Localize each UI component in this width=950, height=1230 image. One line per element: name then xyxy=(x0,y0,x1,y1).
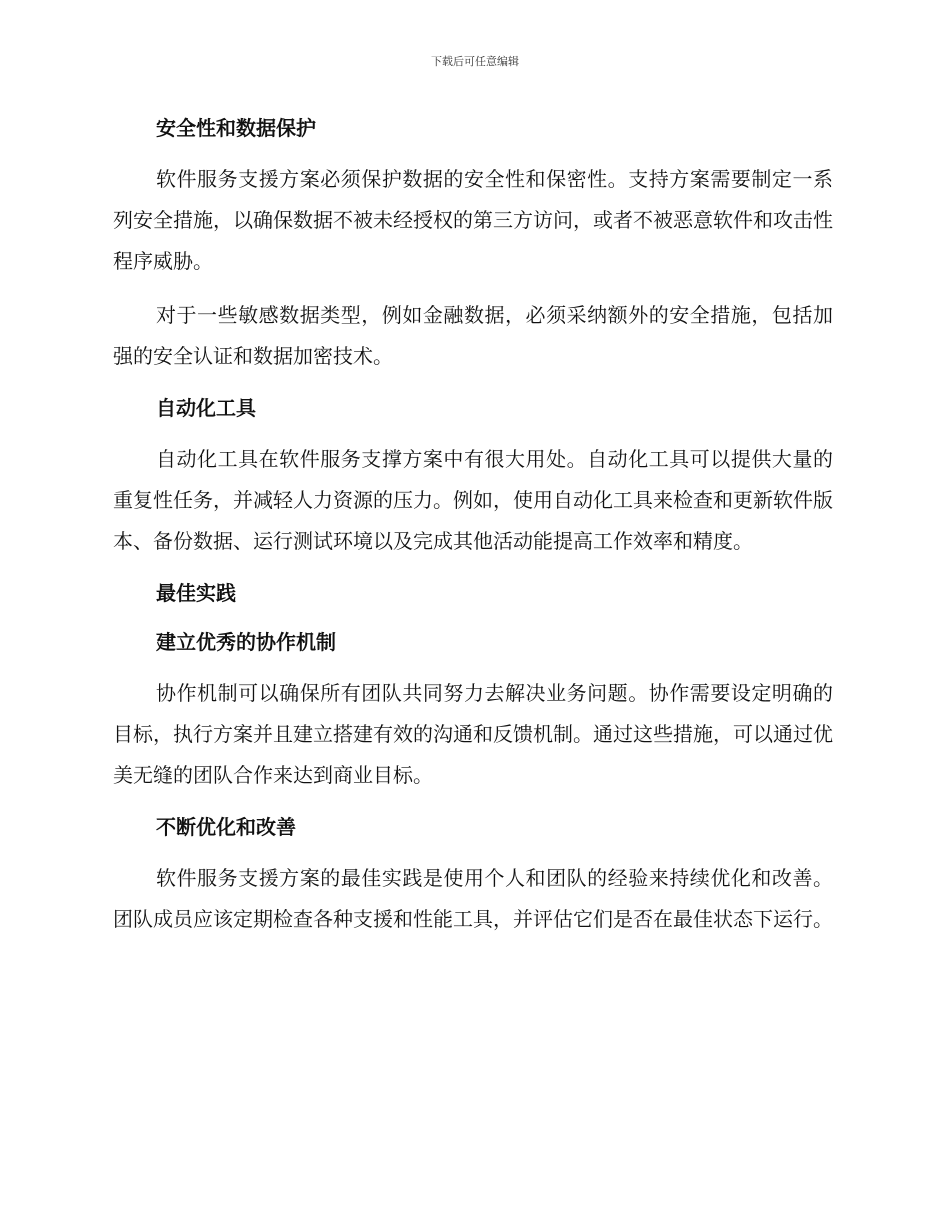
paragraph-security-2: 对于一些敏感数据类型，例如金融数据，必须采纳额外的安全措施，包括加强的安全认证和数据加密技术。 xyxy=(113,303,833,368)
paragraph-optimization-1: 软件服务支援方案的最佳实践是使用个人和团队的经验来持续优化和改善。团队成员应该定期检查各种支援和性能工具，并评估它们是否在最佳状态下运行。 xyxy=(113,866,833,931)
section-heading-optimization: 不断优化和改善 xyxy=(156,815,296,839)
paragraph-collaboration-1: 协作机制可以确保所有团队共同努力去解决业务问题。协作需要设定明确的目标，执行方案并且建立搭建有效的沟通和反馈机制。通过这些措施，可以通过优美无缝的团队合作来达到商业目标。 xyxy=(113,681,833,787)
section-heading-automation: 自动化工具 xyxy=(156,396,256,420)
page-header-note: 下载后可任意编辑 xyxy=(431,55,519,68)
section-heading-best-practices: 最佳实践 xyxy=(156,581,236,605)
section-heading-collaboration: 建立优秀的协作机制 xyxy=(156,630,336,654)
paragraph-security-1: 软件服务支援方案必须保护数据的安全性和保密性。支持方案需要制定一系列安全措施，以确保数据不被未经授权的第三方访问，或者不被恶意软件和攻击性程序威胁。 xyxy=(113,167,833,273)
paragraph-automation-1: 自动化工具在软件服务支撑方案中有很大用处。自动化工具可以提供大量的重复性任务，并减轻人力资源的压力。例如，使用自动化工具来检查和更新软件版本、备份数据、运行测试环境以及完成其他活动能提高工作效率和精度。 xyxy=(113,447,833,553)
document-body xyxy=(113,110,833,940)
section-heading-security: 安全性和数据保护 xyxy=(156,116,316,140)
